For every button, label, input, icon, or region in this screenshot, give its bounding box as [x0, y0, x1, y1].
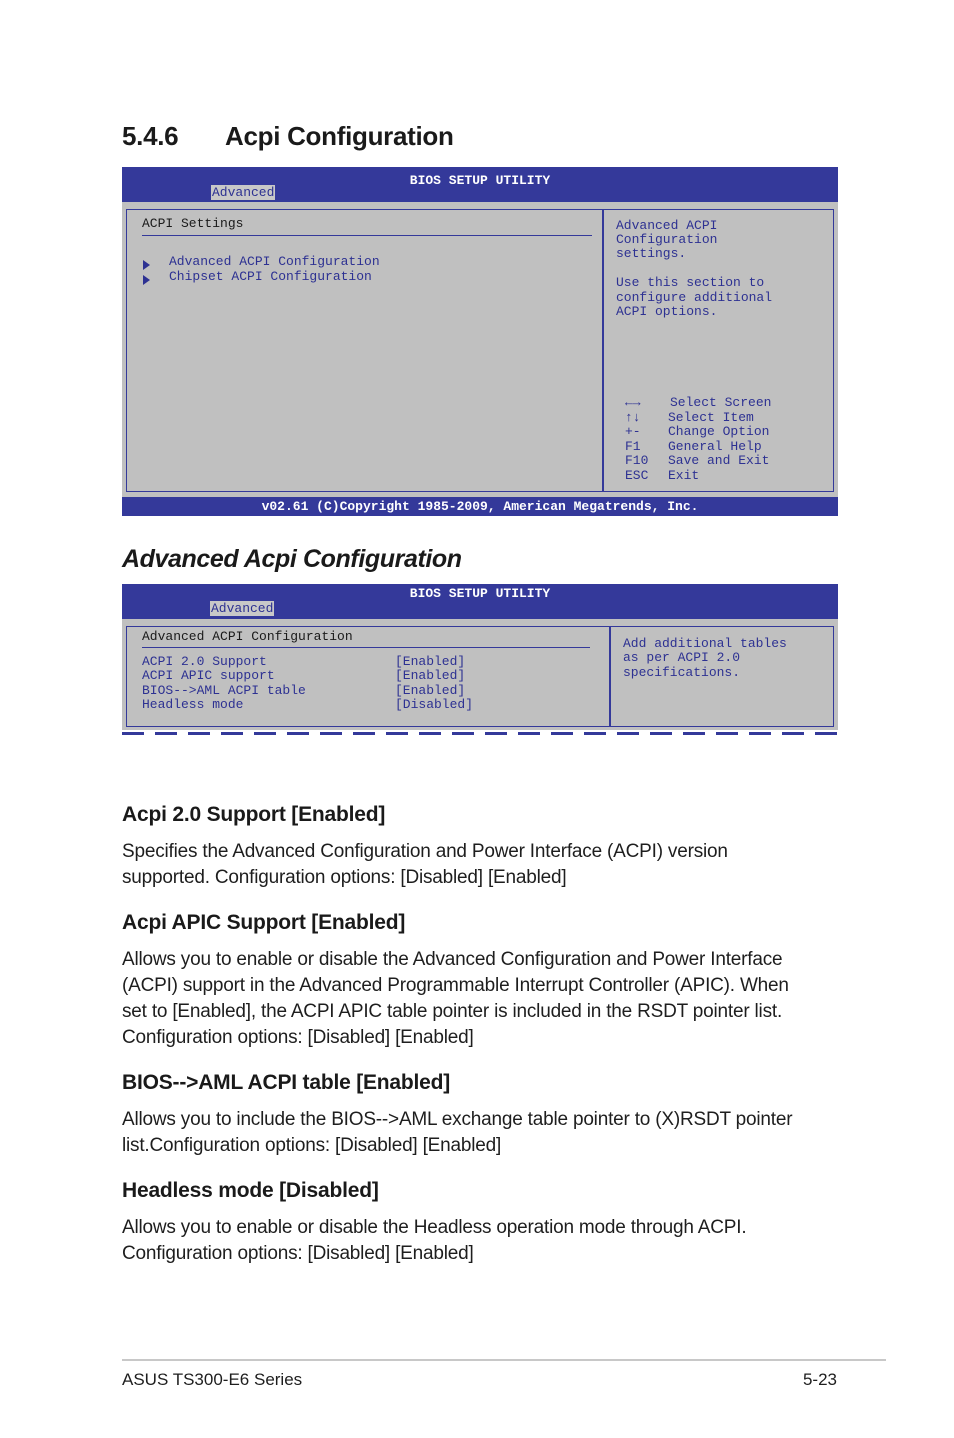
setting-value[interactable]: [Enabled] [395, 668, 466, 683]
dash-segment [683, 732, 705, 735]
setting-value[interactable]: [Enabled] [395, 683, 466, 698]
dash-segment [386, 732, 408, 735]
dash-segment [287, 732, 309, 735]
help-line: Use this section to [616, 275, 765, 290]
bios-header-title: BIOS SETUP UTILITY [409, 586, 551, 601]
help-line: Add additional tables [623, 636, 787, 651]
dash-segment [551, 732, 573, 735]
text-line: Allows you to include the BIOS-->AML exchange table pointer to (X)RSDT pointer [122, 1109, 793, 1130]
subsection-heading: Advanced Acpi Configuration [122, 545, 462, 573]
heading-bios-aml-table: BIOS-->AML ACPI table [Enabled] [122, 1071, 451, 1094]
text-line: list.Configuration options: [Disabled] [Enabled] [122, 1135, 502, 1156]
key-action: Change Option [668, 424, 770, 439]
help-line: ACPI options. [616, 304, 718, 319]
panel-divider [142, 647, 590, 648]
dash-segment [188, 732, 210, 735]
setting-name[interactable]: ACPI 2.0 Support [142, 654, 267, 669]
key-action: Select Screen [670, 395, 772, 410]
dash-segment [584, 732, 606, 735]
setting-name[interactable]: ACPI APIC support [142, 668, 275, 683]
paragraph-acpi-2-support [122, 839, 862, 891]
setting-value[interactable]: [Disabled] [395, 697, 474, 712]
bios-body [122, 202, 838, 497]
submenu-arrow-icon [143, 275, 150, 285]
footer-page-number: 5-23 [802, 1370, 837, 1389]
panel-title: ACPI Settings [142, 216, 244, 231]
dash-segment [815, 732, 837, 735]
key-action: Save and Exit [668, 453, 770, 468]
dash-segment [650, 732, 672, 735]
bios-header-bar [122, 167, 838, 202]
bios-screen-advanced-acpi [122, 584, 838, 740]
dash-segment [716, 732, 738, 735]
dash-segment [353, 732, 375, 735]
text-line: set to [Enabled], the ACPI APIC table pointer is included in the RSDT pointer list. [122, 1001, 783, 1022]
section-number: 5.4.6 [122, 121, 179, 151]
bios-truncation-dashes [122, 732, 838, 735]
dash-segment [617, 732, 639, 735]
bios-header-title: BIOS SETUP UTILITY [409, 173, 551, 188]
heading-acpi-2-support: Acpi 2.0 Support [Enabled] [122, 803, 386, 826]
setting-value[interactable]: [Enabled] [395, 654, 466, 669]
help-line: settings. [616, 246, 687, 261]
dash-segment [419, 732, 441, 735]
dash-segment [518, 732, 540, 735]
bios-header-bar [122, 584, 838, 619]
key-up-down-icon: ↑↓ [625, 410, 641, 425]
key-label: +- [625, 424, 641, 439]
paragraph-headless-mode [122, 1215, 862, 1267]
tab-advanced[interactable]: Advanced [211, 601, 274, 616]
dash-segment [485, 732, 507, 735]
section-title: Acpi Configuration [225, 121, 454, 151]
help-line: specifications. [623, 665, 741, 680]
text-line: Allows you to enable or disable the Advanced Configuration and Power Interface [122, 949, 783, 970]
dash-segment [452, 732, 474, 735]
dash-segment [782, 732, 804, 735]
bios-body [122, 619, 838, 730]
paragraph-bios-aml-table [122, 1107, 862, 1159]
help-line: configure additional [616, 290, 773, 305]
key-label: F1 [625, 439, 641, 454]
text-line: Configuration options: [Disabled] [Enabled] [122, 1243, 474, 1264]
footer-product-name: ASUS TS300-E6 Series [122, 1370, 303, 1389]
dash-segment [155, 732, 177, 735]
key-label: ESC [625, 468, 649, 483]
key-action: Exit [668, 468, 700, 483]
help-line: Advanced ACPI [616, 218, 718, 233]
submenu-arrow-icon [143, 260, 150, 270]
text-line: (ACPI) support in the Advanced Programmable Interrupt Controller (APIC). When [122, 975, 789, 996]
text-line: Allows you to enable or disable the Headless operation mode through ACPI. [122, 1217, 747, 1238]
key-action: General Help [668, 439, 762, 454]
menu-item-chipset-acpi[interactable]: Chipset ACPI Configuration [169, 269, 372, 284]
section-heading [122, 121, 454, 152]
help-line: Configuration [616, 232, 718, 247]
bios-main-panel [126, 209, 603, 492]
dash-segment [122, 732, 144, 735]
key-action: Select Item [668, 410, 754, 425]
dash-segment [221, 732, 243, 735]
setting-name[interactable]: BIOS-->AML ACPI table [142, 683, 306, 698]
text-line: supported. Configuration options: [Disabled] [Enabled] [122, 867, 567, 888]
panel-title: Advanced ACPI Configuration [142, 629, 353, 644]
paragraph-acpi-apic-support [122, 947, 862, 1051]
dash-segment [254, 732, 276, 735]
dash-segment [749, 732, 771, 735]
bios-copyright-bar: v02.61 (C)Copyright 1985-2009, American Megatrends, Inc. [122, 497, 838, 516]
menu-item-advanced-acpi[interactable]: Advanced ACPI Configuration [169, 254, 380, 269]
help-line: as per ACPI 2.0 [623, 650, 741, 665]
heading-acpi-apic-support: Acpi APIC Support [Enabled] [122, 911, 406, 934]
key-left-right-icon: ←→ [625, 395, 641, 410]
tab-advanced[interactable]: Advanced [212, 185, 275, 200]
bios-screen-acpi-settings [122, 167, 838, 516]
text-line: Specifies the Advanced Configuration and Power Interface (ACPI) version [122, 841, 728, 862]
dash-segment [320, 732, 342, 735]
text-line: Configuration options: [Disabled] [Enabled] [122, 1027, 474, 1048]
setting-name[interactable]: Headless mode [142, 697, 244, 712]
footer-rule [122, 1359, 886, 1361]
key-label: F10 [625, 453, 649, 468]
panel-divider [142, 235, 592, 236]
heading-headless-mode: Headless mode [Disabled] [122, 1179, 379, 1202]
